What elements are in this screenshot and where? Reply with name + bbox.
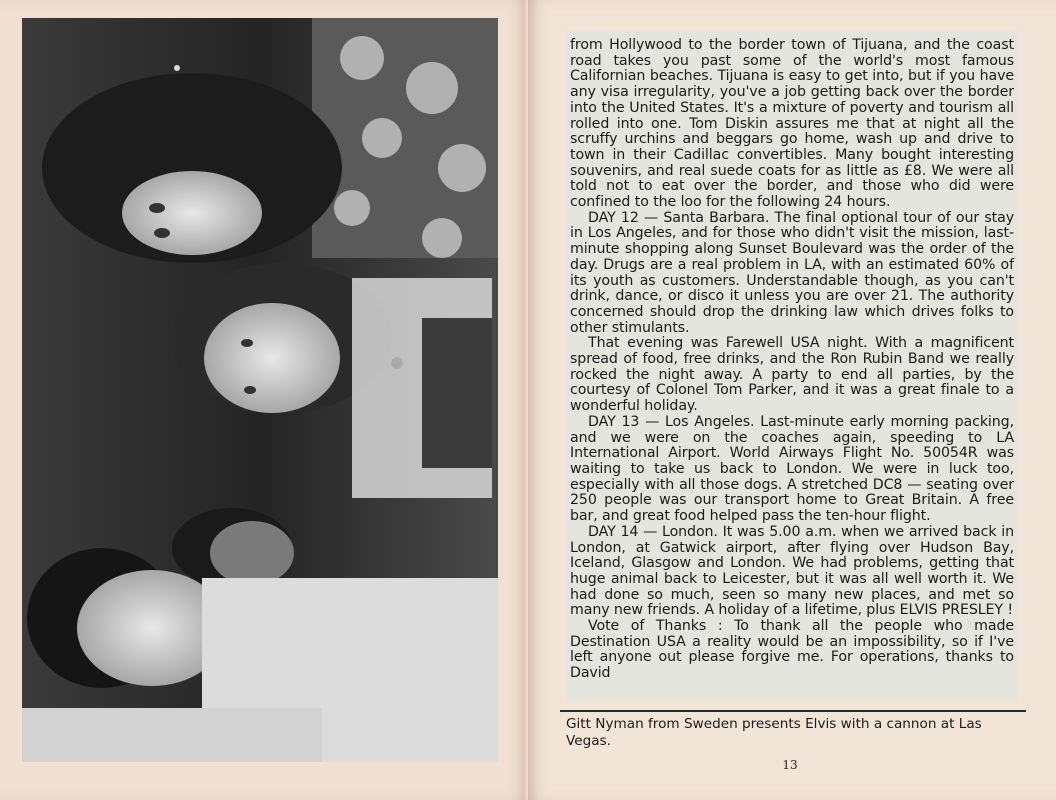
photo [22, 18, 498, 762]
article-paragraph: Vote of Thanks : To thank all the people who made Destination USA a reality would be an impossibility, so if I've left anyone out please forgive me. For operations, thanks to David [570, 618, 1014, 682]
article-paragraph: from Hollywood to the border town of Tijuana, and the coast road takes you past some of the world's most famous Californian beaches. Tijuana is easy to get into, but if you have any visa irregularity, you've a job getting back over the border into the United States. It's a mixture of poverty and tourism all rolled into one. Tom Diskin assures me that at night all the scruffy urchins and beggars go home, wash up and drive to town in their Cadillac convertibles. Many bought interesting souvenirs, and real suede coats for as little as £8. We were all told not to eat over the border, and those who did were confined to the loo for the following 24 hours. [570, 37, 1014, 211]
page-number: 13 [782, 758, 798, 772]
photo-caption: Gitt Nyman from Sweden presents Elvis with a cannon at Las Vegas. [566, 716, 982, 749]
article-text [566, 30, 1018, 700]
article-paragraph: DAY 14 — London. It was 5.00 a.m. when we arrived back in London, at Gatwick airport, after flying over Hudson Bay, Iceland, Glasgow and London. We had problems, getting that huge animal back to Leicester, but it was all well worth it. We had done so much, seen so many new places, and met so many new friends. A holiday of a lifetime, plus ELVIS PRESLEY ! [570, 523, 1014, 619]
elvis-photo-icon [22, 18, 498, 762]
caption-divider [560, 710, 1026, 712]
article-paragraph: That evening was Farewell USA night. With a magnificent spread of food, free drinks, and the Ron Rubin Band we really rocked the night away. A party to end all parties, by the courtesy of Colonel Tom Parker, and it was a great finale to a wonderful holiday. [570, 335, 1014, 415]
article-paragraph: DAY 12 — Santa Barbara. The final optional tour of our stay in Los Angeles, and for those who didn't visit the mission, last-minute shopping along Sunset Boulevard was the order of the day. Drugs are a real problem in LA, with an estimated 60% of its youth as customers. Understandable though, as you can't drink, dance, or disco it unless you are over 21. The authority concerned should drop the drinking law which drives folks to other stimulants. [570, 209, 1014, 336]
article-paragraph: DAY 13 — Los Angeles. Last-minute early morning packing, and we were on the coaches again, speeding to LA International Airport. World Airways Flight No. 50054R was waiting to take us back to London. We were in luck too, especially with all those dogs. A stretched DC8 — seating over 250 people was our transport home to Great Britain. A free bar, and great food helped pass the ten-hour flight. [570, 413, 1014, 525]
